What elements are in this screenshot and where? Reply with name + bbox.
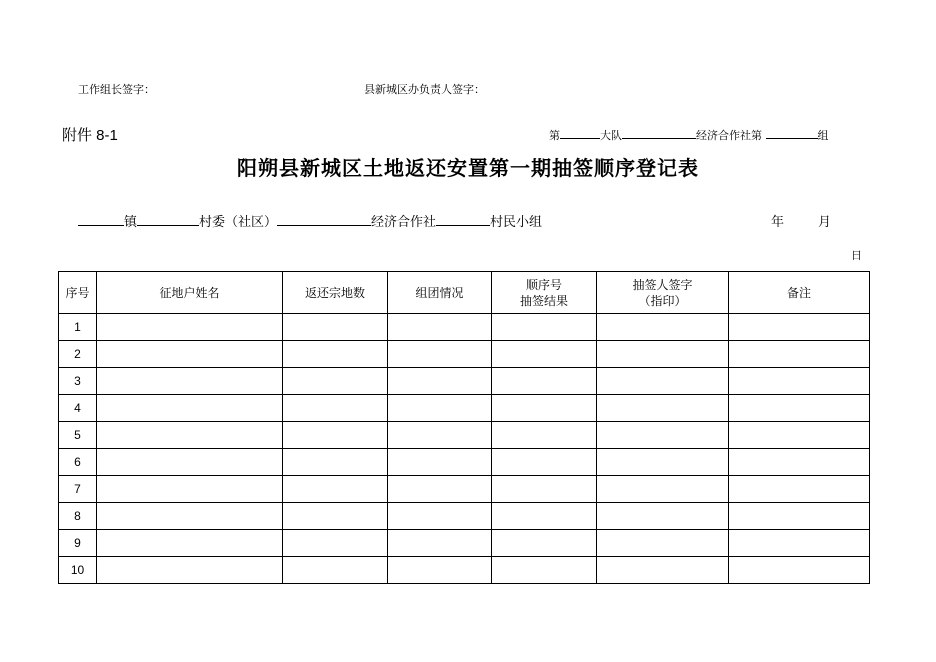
cell-cluster[interactable] [388,476,492,503]
village-field[interactable] [137,213,199,226]
cell-remarks[interactable] [729,422,870,449]
cell-signature[interactable] [597,503,729,530]
leader-signature-label: 工作组长签字： [78,83,155,96]
table-row [59,368,870,395]
table-row [59,314,870,341]
coop-field[interactable] [277,213,371,226]
cell-draw-result[interactable] [492,449,597,476]
village-label: 村委（社区） [199,215,278,230]
coop-label: 经济合作社 [371,215,437,230]
cell-signature[interactable] [597,422,729,449]
group-label: 组 [817,129,829,142]
brigade-number-field[interactable] [560,126,600,139]
cell-cluster[interactable] [388,341,492,368]
cell-parcel-count[interactable] [283,449,388,476]
cell-name[interactable] [97,449,283,476]
cell-draw-result[interactable] [492,503,597,530]
cell-parcel-count[interactable] [283,314,388,341]
cell-cluster[interactable] [388,314,492,341]
cell-draw-result[interactable] [492,395,597,422]
cell-remarks[interactable] [729,314,870,341]
cell-remarks[interactable] [729,341,870,368]
year-label: 年 [771,215,785,230]
cell-remarks[interactable] [729,503,870,530]
cell-remarks[interactable] [729,557,870,584]
cell-name[interactable] [97,314,283,341]
table-row [59,503,870,530]
cell-parcel-count[interactable] [283,395,388,422]
cell-parcel-count[interactable] [283,503,388,530]
registration-table [58,271,870,584]
cell-remarks[interactable] [729,476,870,503]
cell-name[interactable] [97,395,283,422]
table-row [59,449,870,476]
location-line [78,211,542,230]
cell-cluster[interactable] [388,530,492,557]
villager-group-label: 村民小组 [490,215,543,230]
group-number-field[interactable] [766,126,818,139]
day-label: 日 [851,249,862,262]
cell-parcel-count[interactable] [283,341,388,368]
row-number: 8 [59,503,97,530]
brigade-label: 大队 [600,129,622,142]
header-signature: 抽签人签字 （指印） [597,272,729,314]
cell-signature[interactable] [597,476,729,503]
cell-signature[interactable] [597,449,729,476]
cell-parcel-count[interactable] [283,368,388,395]
row-number: 2 [59,341,97,368]
cell-cluster[interactable] [388,449,492,476]
town-field[interactable] [78,213,124,226]
cell-name[interactable] [97,557,283,584]
cell-draw-result[interactable] [492,557,597,584]
header-draw-result: 顺序号 抽签结果 [492,272,597,314]
town-label: 镇 [124,215,138,230]
team-line [549,126,829,143]
cell-parcel-count[interactable] [283,557,388,584]
month-label: 月 [818,215,832,230]
header-name: 征地户姓名 [97,272,283,314]
table-row [59,341,870,368]
cell-signature[interactable] [597,395,729,422]
cell-remarks[interactable] [729,368,870,395]
cell-name[interactable] [97,341,283,368]
table-row [59,422,870,449]
district-signature-label: 县新城区办负责人签字： [364,83,485,96]
cell-name[interactable] [97,368,283,395]
cell-signature[interactable] [597,557,729,584]
cell-cluster[interactable] [388,557,492,584]
attachment-label: 附件 8-1 [62,127,118,144]
di-label: 第 [549,129,560,142]
cell-parcel-count[interactable] [283,530,388,557]
table-row [59,530,870,557]
row-number: 5 [59,422,97,449]
cell-cluster[interactable] [388,503,492,530]
header-cluster: 组团情况 [388,272,492,314]
cell-signature[interactable] [597,314,729,341]
cell-signature[interactable] [597,341,729,368]
cell-signature[interactable] [597,530,729,557]
cell-cluster[interactable] [388,368,492,395]
cell-name[interactable] [97,503,283,530]
cell-remarks[interactable] [729,395,870,422]
coop-label: 经济合作社第 [696,129,762,142]
page-title: 阳朔县新城区土地返还安置第一期抽签顺序登记表 [237,156,699,180]
row-number: 10 [59,557,97,584]
header-remarks: 备注 [729,272,870,314]
row-number: 1 [59,314,97,341]
cell-draw-result[interactable] [492,422,597,449]
table-row [59,557,870,584]
row-number: 4 [59,395,97,422]
brigade-name-field[interactable] [622,126,696,139]
table-row [59,395,870,422]
cell-parcel-count[interactable] [283,422,388,449]
header-parcel-count: 返还宗地数 [283,272,388,314]
cell-name[interactable] [97,422,283,449]
cell-name[interactable] [97,476,283,503]
table-row [59,476,870,503]
villager-group-field[interactable] [436,213,490,226]
cell-draw-result[interactable] [492,530,597,557]
cell-draw-result[interactable] [492,314,597,341]
cell-parcel-count[interactable] [283,476,388,503]
cell-cluster[interactable] [388,395,492,422]
cell-draw-result[interactable] [492,368,597,395]
cell-signature[interactable] [597,368,729,395]
header-seq: 序号 [59,272,97,314]
row-number: 3 [59,368,97,395]
cell-draw-result[interactable] [492,476,597,503]
cell-remarks[interactable] [729,449,870,476]
row-number: 6 [59,449,97,476]
cell-name[interactable] [97,530,283,557]
row-number: 9 [59,530,97,557]
cell-draw-result[interactable] [492,341,597,368]
cell-cluster[interactable] [388,422,492,449]
cell-remarks[interactable] [729,530,870,557]
row-number: 7 [59,476,97,503]
